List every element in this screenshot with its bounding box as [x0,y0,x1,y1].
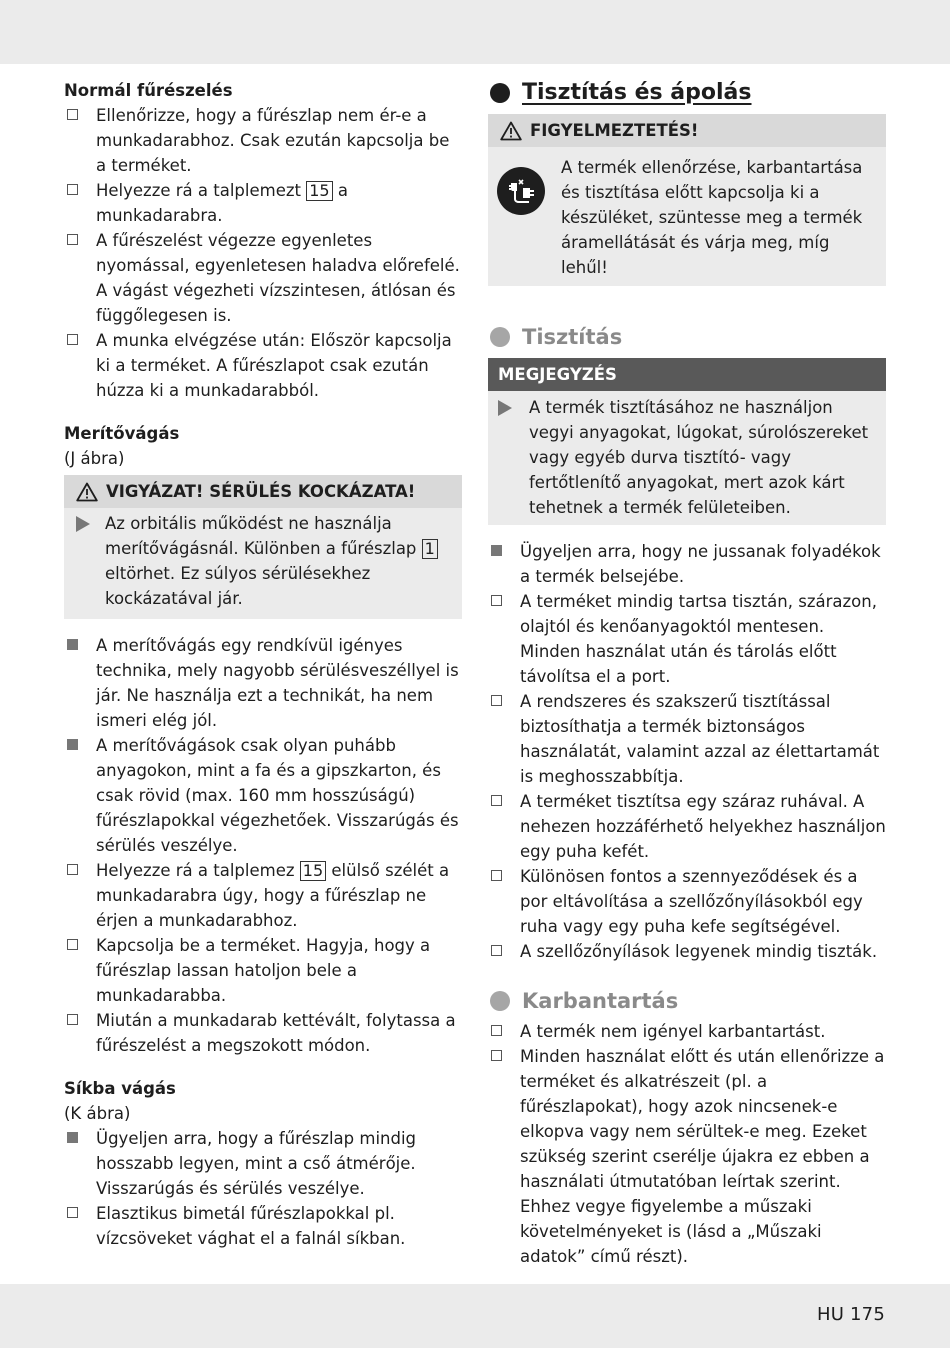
heading-maintenance: Karbantartás [488,986,886,1016]
list-item: A terméket tisztítsa egy száraz ruhával. A nehezen hozzáférhető helyekhez használjon egy puha kefét. [488,789,886,864]
checkbox-bullet-icon [491,595,502,606]
cleaning-list [488,539,886,964]
warning-triangle-icon [500,121,522,141]
note-body [488,391,886,525]
list-item: Helyezze rá a talplemezt 15 a munkadarabra. [64,178,462,228]
list-item: A fűrészelést végezze egyenletes nyomással, egyenletesen haladva előrefelé. A vágást végezheti vízszintesen, átlósan és függőlegesen is. [64,228,462,328]
caution-box [64,475,462,619]
caution-title: VIGYÁZAT! SÉRÜLÉS KOCKÁZATA! [106,482,416,501]
list-item: Ellenőrizze, hogy a fűrészlap nem ér-e a munkadarabhoz. Csak ezután kapcsolja be a terméket. [64,103,462,178]
checkbox-bullet-icon [491,870,502,881]
checkbox-bullet-icon [67,109,78,120]
checkbox-bullet-icon [67,1014,78,1025]
section-dot-icon [490,327,510,347]
part-reference: 15 [300,861,326,881]
section-dot-icon [490,991,510,1011]
caution-text: Az orbitális működést ne használja merítővágásnál. Különben a fűrészlap 1 eltörhet. Ez súlyos sérülésekhez kockázatával jár. [76,511,448,611]
normal-sawing-list [64,103,462,403]
checkbox-bullet-icon [67,184,78,195]
checkbox-bullet-icon [67,334,78,345]
list-item: Kapcsolja be a terméket. Hagyja, hogy a fűrészlap lassan hatoljon bele a munkadarabba. [64,933,462,1008]
note-text: A termék tisztításához ne használjon vegyi anyagokat, lúgokat, súrolószereket vagy egyéb durva tisztító- vagy fertőtlenítő anyagokat, mert azok kárt tehetnek a termék felületeiben. [498,395,876,520]
warning-header [488,114,886,147]
left-column [64,78,462,1251]
warning-body [488,147,886,286]
heading-cleaning: Tisztítás [488,322,886,352]
warning-title: FIGYELMEZTETÉS! [530,121,699,140]
note-header: MEGJEGYZÉS [488,358,886,391]
list-item: A szellőzőnyílások legyenek mindig tiszták. [488,939,886,964]
caution-body [64,508,462,619]
list-item [488,1194,886,1269]
caution-header [64,475,462,508]
checkbox-bullet-icon [491,1050,502,1061]
part-reference: 15 [306,181,332,201]
checkbox-bullet-icon [67,864,78,875]
warning-triangle-icon [76,482,98,502]
figure-reference: (J ábra) [64,449,125,468]
checkbox-bullet-icon [67,1207,78,1218]
list-item: Minden használat előtt és után ellenőrizze a terméket és alkatrészeit (pl. a fűrészlapokat), hogy azok nincsenek-e elkopva vagy nem sérültek-e meg. Ezeket szükség szerint cserélje újakra ez ebben a használati útmutatóban leírtak szerint. [488,1044,886,1194]
top-bar [0,0,950,64]
right-column [488,78,886,1269]
section-title-flush-cut: Síkba vágás [64,1079,176,1098]
list-item: A terméket mindig tartsa tisztán, szárazon, olajtól és kenőanyagoktól mentesen. Minden használat után és tárolás előtt távolítsa el a port. [488,589,886,689]
list-item: A merítővágások csak olyan puhább anyagokon, mint a fa és a gipszkarton, és csak rövid (max. 160 mm hosszúságú) fűrészlapokkal végezhetőek. Visszarúgás és sérülés veszélye. [64,733,462,858]
maintenance-list [488,1019,886,1269]
list-item: A munka elvégzése után: Először kapcsolja ki a terméket. A fűrészlapot csak ezután húzza ki a munkadarabból. [64,328,462,403]
section-title-plunge-cut: Merítővágás [64,424,180,443]
list-item: Miután a munkadarab kettévált, folytassa a fűrészelést a megszokott módon. [64,1008,462,1058]
maintenance-extra-text: Ehhez vegye figyelembe a műszaki követelményeket is (lásd a „Műszaki adatok” című részt). [520,1197,822,1266]
warning-box [488,114,886,286]
list-item: A merítővágás egy rendkívül igényes technika, mely nagyobb sérülésveszéllyel is jár. Ne használja ezt a technikát, ha nem ismeri elég jól. [64,633,462,733]
list-item: A termék nem igényel karbantartást. [488,1019,886,1044]
arrow-bullet-icon [498,400,512,416]
plunge-cut-list [64,633,462,1058]
section-title-normal-sawing: Normál fűrészelés [64,81,233,100]
square-bullet-icon [67,639,78,650]
list-item: Ügyeljen arra, hogy a fűrészlap mindig hosszabb legyen, mint a cső átmérője. Visszarúgás és sérülés veszélye. [64,1126,462,1201]
section-dot-icon [490,83,510,103]
list-item: Helyezze rá a talplemez 15 elülső szélét a munkadarabra úgy, hogy a fűrészlap ne érjen a munkadarabhoz. [64,858,462,933]
list-item: Ügyeljen arra, hogy ne jussanak folyadékok a termék belsejébe. [488,539,886,589]
warning-text: A termék ellenőrzése, karbantartása és tisztítása előtt kapcsolja ki a készüléket, szüntesse meg a termék áramellátását és várja meg, míg lehűl! [561,158,863,277]
square-bullet-icon [67,739,78,750]
bottom-bar [0,1284,950,1348]
square-bullet-icon [67,1132,78,1143]
checkbox-bullet-icon [67,939,78,950]
page-number: HU 175 [817,1304,885,1325]
figure-reference: (K ábra) [64,1104,131,1123]
flush-cut-list [64,1126,462,1251]
list-item: Elasztikus bimetál fűrészlapokkal pl. vízcsöveket vághat el a falnál síkban. [64,1201,462,1251]
arrow-bullet-icon [76,516,90,532]
list-item: Különösen fontos a szennyeződések és a por eltávolítása a szellőzőnyílásokból egy ruha vagy egy puha kefe segítségével. [488,864,886,939]
square-bullet-icon [491,545,502,556]
checkbox-bullet-icon [491,1025,502,1036]
part-reference: 1 [422,539,438,559]
checkbox-bullet-icon [491,945,502,956]
list-item: A rendszeres és szakszerű tisztítással biztosíthatja a termék biztonságos használatát, valamint azzal az élettartamát is meghosszabbítja. [488,689,886,789]
heading-cleaning-and-care: Tisztítás és ápolás [488,78,886,108]
unplug-icon [496,166,546,216]
checkbox-bullet-icon [491,795,502,806]
checkbox-bullet-icon [491,695,502,706]
checkbox-bullet-icon [67,234,78,245]
